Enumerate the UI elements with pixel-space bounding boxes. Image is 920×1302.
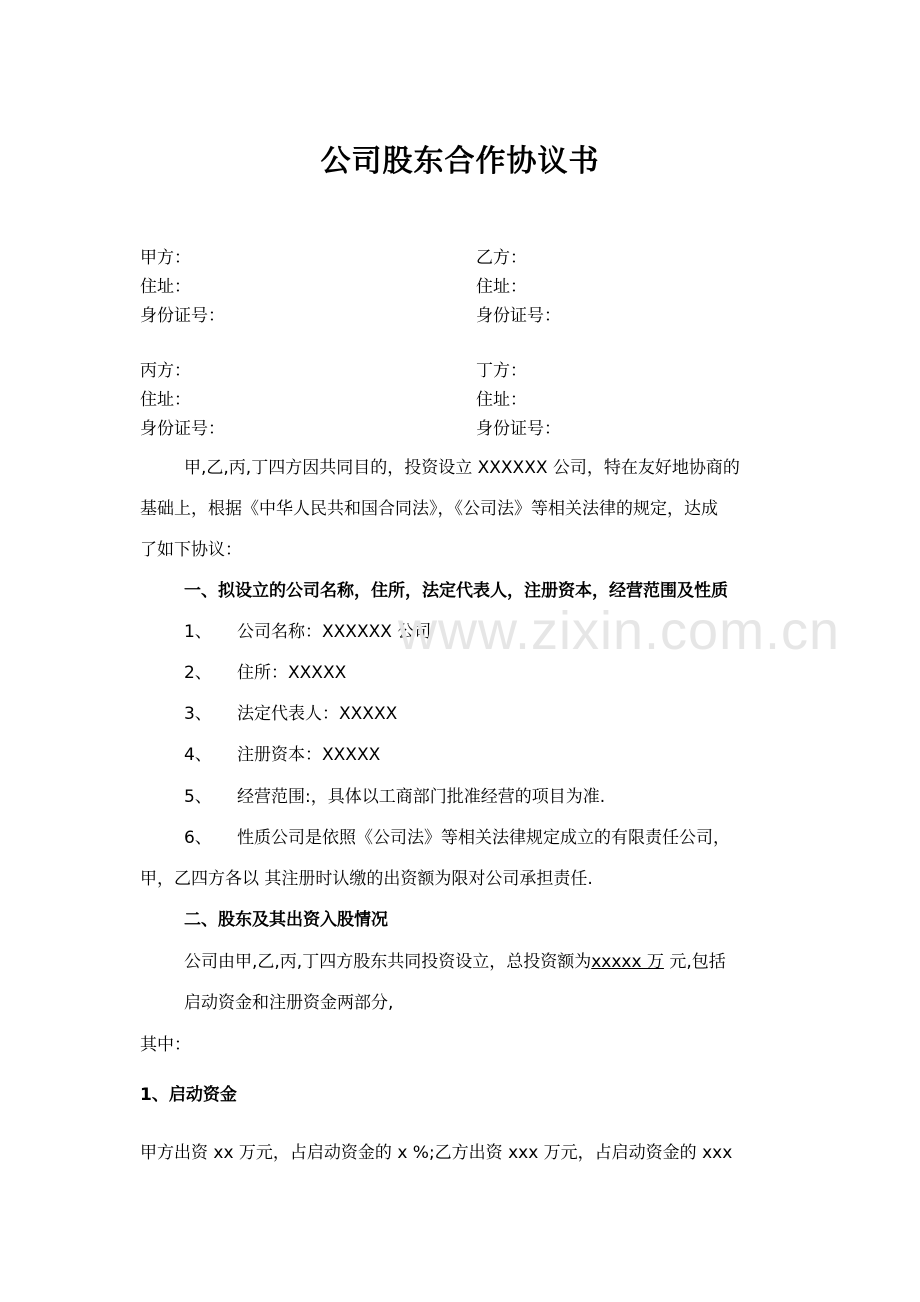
- list-item-number: 6、: [184, 828, 212, 848]
- party-ding-address-label: 住址：: [476, 390, 527, 410]
- list-item-number: 5、: [184, 787, 212, 807]
- list-item-text: 公司名称：XXXXXX 公司: [237, 622, 432, 642]
- investment-amount: xxxxx 万: [591, 952, 664, 972]
- list-item-6-continuation: 甲，乙四方各以 其注册时认缴的出资额为限对公司承担责任.: [140, 869, 593, 889]
- list-item-number: 2、: [184, 663, 212, 683]
- contribution-line: 甲方出资 xx 万元，占启动资金的 x %;乙方出资 xxx 万元，占启动资金的 xxx: [140, 1143, 733, 1163]
- watermark: www.zixin.com.cn: [398, 601, 841, 661]
- investment-text-a: 公司由甲,乙,丙,丁四方股东共同投资设立，总投资额为: [184, 952, 592, 972]
- intro-line-1: 甲,乙,丙,丁四方因共同目的，投资设立 XXXXXX 公司，特在友好地协商的: [184, 458, 740, 478]
- party-ding-id-label: 身份证号：: [476, 419, 561, 439]
- party-jia-address-label: 住址：: [140, 277, 191, 297]
- party-jia-id-label: 身份证号：: [140, 306, 225, 326]
- party-jia-label: 甲方：: [140, 248, 191, 268]
- list-item-text: 经营范围:，具体以工商部门批准经营的项目为准.: [237, 787, 606, 807]
- among-label: 其中：: [140, 1035, 191, 1055]
- intro-line-2: 基础上，根据《中华人民共和国合同法》，《公司法》等相关法律的规定，达成: [140, 499, 718, 519]
- list-item-text: 性质公司是依照《公司法》等相关法律规定成立的有限责任公司，: [237, 828, 730, 848]
- section-1-heading: 一、拟设立的公司名称，住所，法定代表人，注册资本，经营范围及性质: [184, 581, 728, 601]
- section-2-heading: 二、股东及其出资入股情况: [184, 910, 388, 930]
- document-title: 公司股东合作协议书: [320, 144, 600, 179]
- party-bing-id-label: 身份证号：: [140, 419, 225, 439]
- list-item-number: 3、: [184, 704, 212, 724]
- party-yi-label: 乙方：: [476, 248, 527, 268]
- list-item-text: 住所：XXXXX: [237, 663, 347, 683]
- party-yi-address-label: 住址：: [476, 277, 527, 297]
- party-bing-address-label: 住址：: [140, 390, 191, 410]
- investment-paragraph-line-2: 启动资金和注册资金两部分,: [184, 993, 394, 1013]
- intro-line-3: 了如下协议：: [140, 540, 242, 560]
- list-item-text: 注册资本：XXXXX: [237, 745, 381, 765]
- list-item-number: 1、: [184, 622, 212, 642]
- party-yi-id-label: 身份证号：: [476, 306, 561, 326]
- party-ding-label: 丁方：: [476, 361, 527, 381]
- investment-paragraph: [184, 950, 726, 974]
- list-item-number: 4、: [184, 745, 212, 765]
- party-bing-label: 丙方：: [140, 361, 191, 381]
- startup-capital-heading: 1、启动资金: [140, 1085, 237, 1105]
- list-item-text: 法定代表人：XXXXX: [237, 704, 398, 724]
- investment-text-b: 元,包括: [663, 952, 726, 972]
